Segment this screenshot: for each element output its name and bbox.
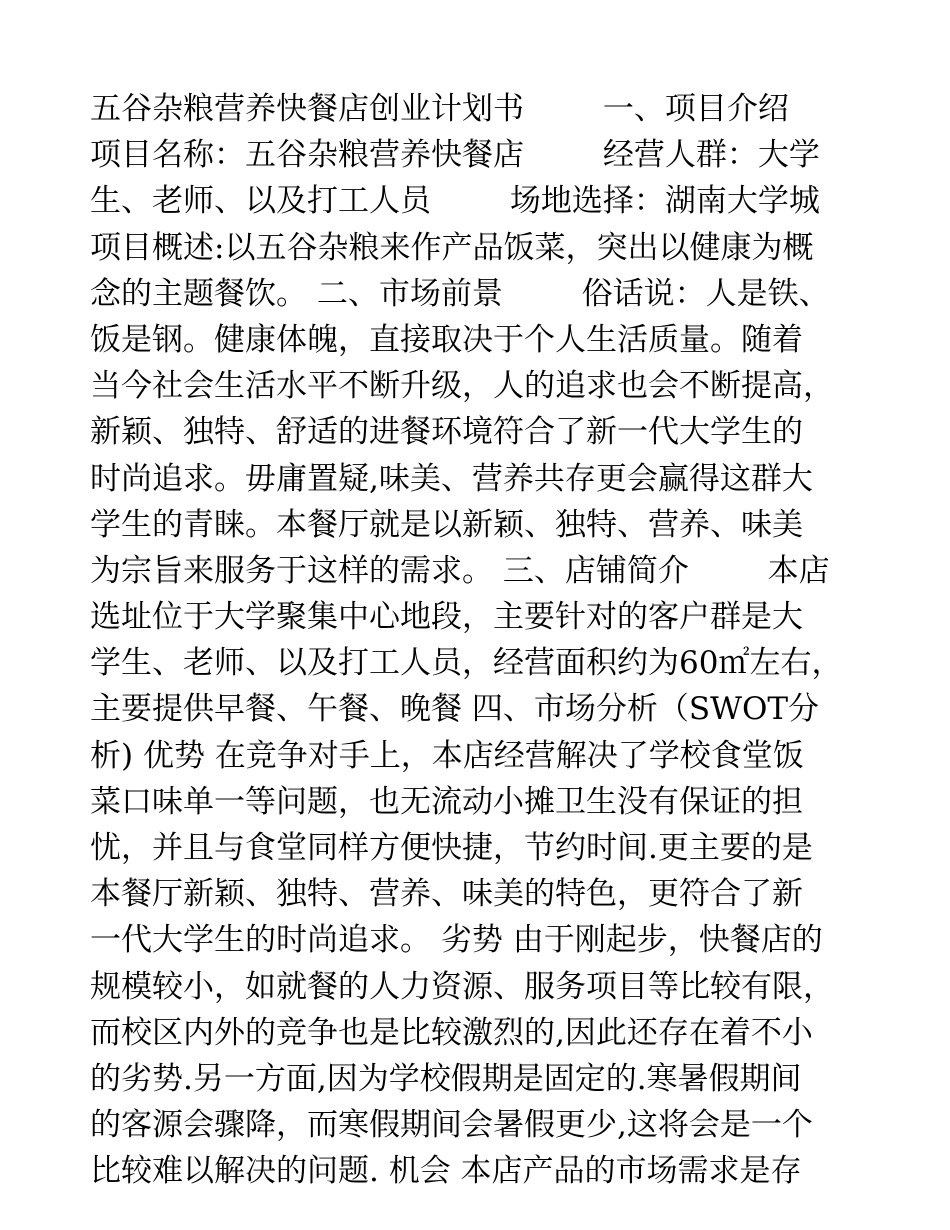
text-line: 五谷杂粮营养快餐店创业计划书 一、项目介绍 — [90, 91, 789, 127]
text-line: 的劣势.另一方面,因为学校假期是固定的.寒暑假期间 — [90, 1060, 802, 1097]
text-line: 忧，并且与食堂同样方便快捷，节约时间.更主要的是 — [90, 830, 813, 866]
text-line: 生、老师、以及打工人员 场地选择：湖南大学城 — [90, 183, 820, 220]
text-line: 本餐厅新颖、独特、营养、味美的特色，更符合了新 — [90, 876, 803, 913]
text-line: 规模较小，如就餐的人力资源、服务项目等比较有限， — [90, 968, 834, 1005]
text-line: 选址位于大学聚集中心地段，主要针对的客户群是大 — [90, 599, 803, 636]
text-line: 为宗旨来服务于这样的需求。 三、店铺简介 本店 — [90, 552, 830, 589]
text-line: 项目名称：五谷杂粮营养快餐店 经营人群：大学 — [90, 137, 820, 174]
text-line: 时尚追求。毋庸置疑,味美、营养共存更会赢得这群大 — [90, 460, 813, 497]
text-line: 的客源会骤降，而寒假期间会暑假更少,这将会是一个 — [90, 1107, 813, 1144]
text-line: 学生、老师、以及打工人员，经营面积约为60㎡左右， — [90, 645, 843, 682]
text-line: 而校区内外的竞争也是比较激烈的,因此还存在着不小 — [90, 1014, 813, 1051]
text-line: 菜口味单一等问题，也无流动小摊卫生没有保证的担 — [90, 783, 803, 820]
text-line: 念的主题餐饮。 二、市场前景 俗话说：人是铁、 — [90, 275, 830, 312]
text-line: 析) 优势 在竞争对手上，本店经营解决了学校食堂饭 — [90, 737, 804, 774]
text-line: 学生的青睐。本餐厅就是以新颖、独特、营养、味美 — [90, 506, 803, 543]
text-line: 饭是钢。健康体魄，直接取决于个人生活质量。随着 — [90, 321, 803, 358]
text-line: 主要提供早餐、午餐、晚餐 四、市场分析（SWOT分 — [90, 691, 820, 728]
text-line: 当今社会生活水平不断升级，人的追求也会不断提高， — [90, 368, 834, 405]
text-line: 一代大学生的时尚追求。 劣势 由于刚起步，快餐店的 — [90, 922, 823, 959]
text-line: 比较难以解决的问题. 机会 本店产品的市场需求是存 — [90, 1153, 802, 1190]
text-line: 项目概述:以五谷杂粮来作产品饭菜，突出以健康为概 — [90, 229, 814, 266]
document-body — [90, 86, 865, 1195]
text-line: 新颖、独特、舒适的进餐环境符合了新一代大学生的 — [90, 414, 803, 451]
